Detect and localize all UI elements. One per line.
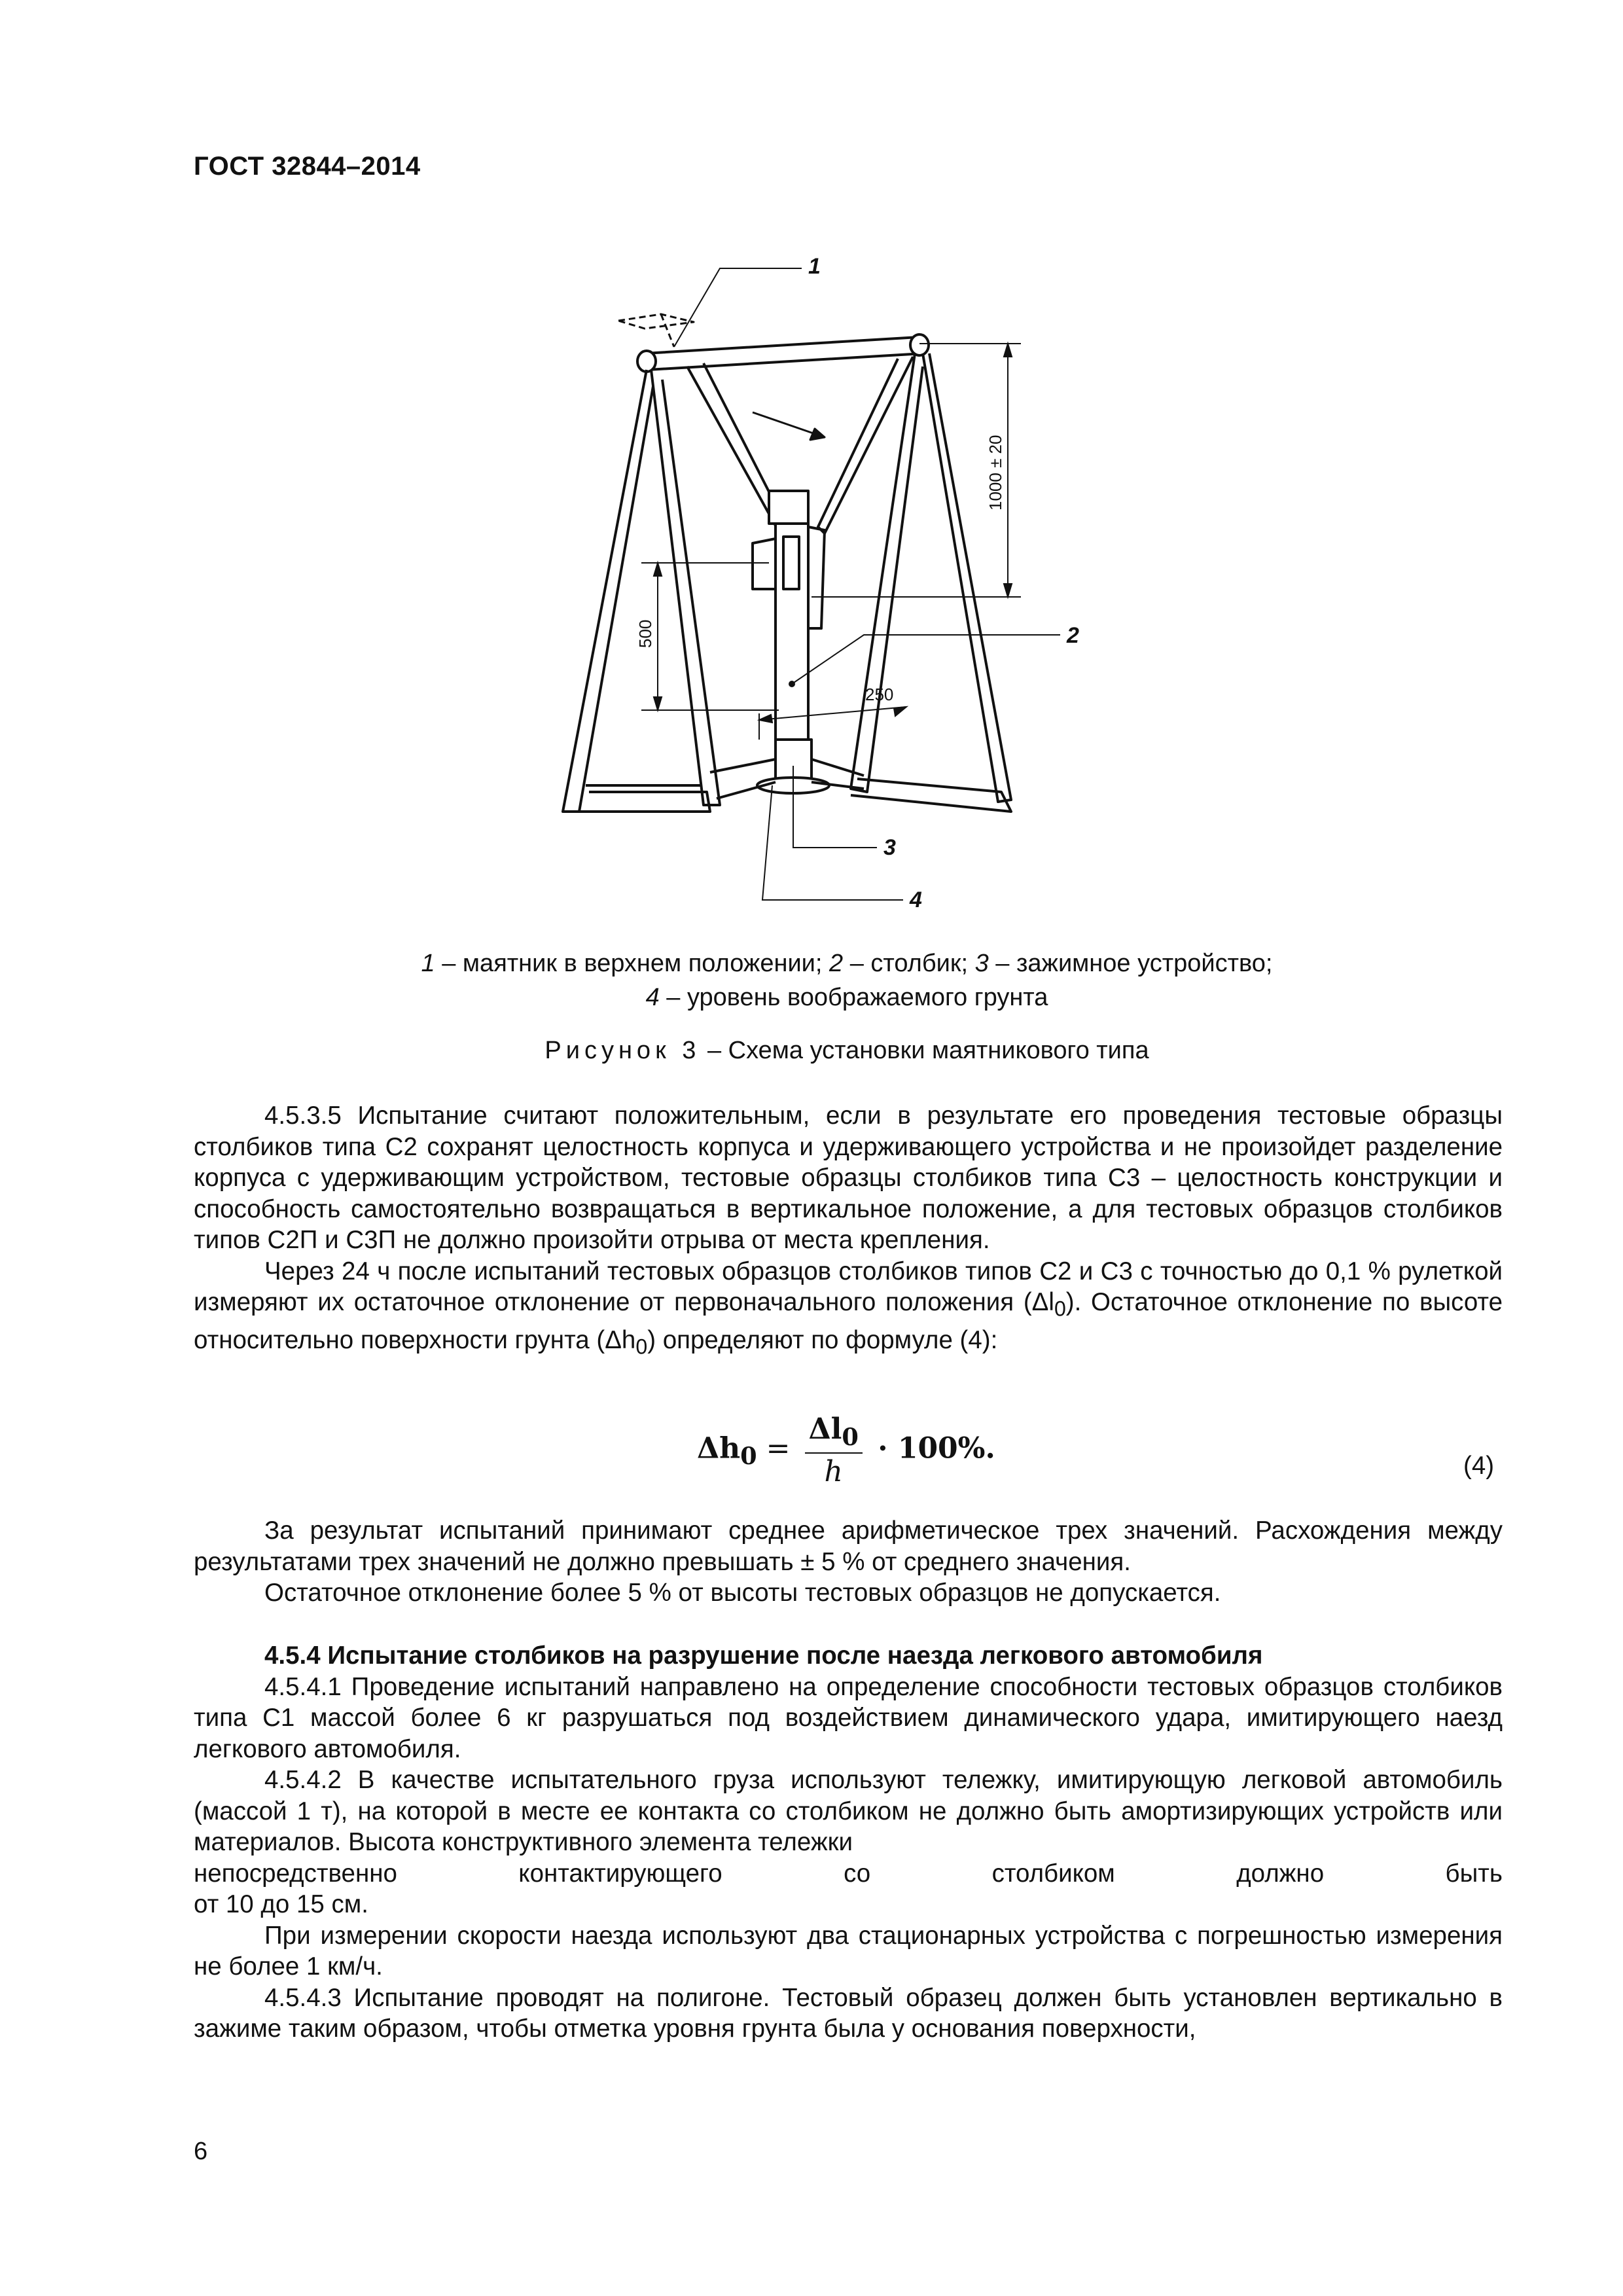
left-a-frame [563, 370, 720, 812]
formula-4 [697, 1412, 995, 1491]
caption-dash: – [700, 1037, 728, 1064]
callout-leader-4 [762, 785, 903, 900]
post [769, 491, 808, 746]
formula-fraction [805, 1412, 863, 1488]
legend-text-3: – зажимное устройство; [988, 950, 1273, 977]
motion-arrow [753, 412, 825, 440]
row-word: должно [1236, 1859, 1325, 1888]
formula-eq: = [757, 1431, 800, 1465]
paragraph-text: ). Остаточное отклонение по высоте относительно поверхности грунта (Δh [194, 1288, 1503, 1355]
legend-num-3: 3 [974, 950, 989, 977]
paragraph: 4.5.4.2 В качестве испытательного груза используют тележку, имитирующую легковой автомобиль (массой 1 т), на которой в месте ее контакта со столбиком не должно быть амортизирующих устройств или материалов. Высота конструктивного элемента тележки [194, 1766, 1503, 1856]
paragraph-text: ) определяют по формуле (4): [647, 1326, 998, 1355]
section-4-5-4 [194, 1640, 1503, 2045]
results-paragraphs [194, 1515, 1503, 1609]
caption-text: Схема установки маятникового типа [728, 1037, 1149, 1064]
pendulum-upper-position [618, 314, 694, 347]
callout-label-2: 2 [1067, 623, 1079, 648]
legend-text-2: – столбик; [843, 950, 975, 977]
legend-line-2 [194, 980, 1500, 1014]
formula-denominator: h [824, 1454, 843, 1488]
subscript: 0 [635, 1335, 648, 1359]
legend-line-1 [194, 946, 1500, 980]
row-word: непосредственно [194, 1859, 397, 1888]
dimension-label-total: 1000 ± 20 [986, 435, 1005, 511]
figure-legend [194, 946, 1500, 1014]
legend-num-4: 4 [645, 984, 660, 1011]
caption-label: Рисунок 3 [544, 1037, 701, 1064]
justified-row [194, 1858, 1503, 1890]
legend-text-1: – маятник в верхнем положении; [435, 950, 830, 977]
paragraph: При измерении скорости наезда используют два стационарных устройства с погрешностью измерения не более 1 км/ч. [194, 1921, 1503, 1981]
pendulum-installation-figure [556, 249, 1119, 942]
dimension-label-offset: 250 [865, 685, 894, 704]
paragraph: 4.5.4.3 Испытание проводят на полигоне. Тестовый образец должен быть установлен вертикально в зажиме таким образом, чтобы отметка уровня грунта была у основания поверхности, [194, 1983, 1503, 2043]
formula-rhs: · 100%. [867, 1431, 995, 1465]
callout-label-1: 1 [808, 254, 821, 279]
dimension-label-post: 500 [635, 619, 655, 648]
paragraph: Остаточное отклонение более 5 % от высоты тестовых образцов не допускается. [264, 1579, 1221, 1607]
clamp-base [710, 740, 864, 798]
formula-num-text: Δl [808, 1412, 842, 1446]
formula-numerator [805, 1412, 863, 1454]
row-word: быть [1445, 1859, 1503, 1888]
legend-num-1: 1 [421, 950, 435, 977]
callout-leader-1 [674, 268, 802, 347]
formula-lhs-sub: 0 [740, 1442, 757, 1471]
row-word: столбиком [991, 1859, 1115, 1888]
row-word: контактирующего [518, 1859, 722, 1888]
callout-label-3: 3 [883, 835, 896, 860]
legend-num-2: 2 [829, 950, 844, 977]
section-heading: 4.5.4 Испытание столбиков на разрушение после наезда легкового автомобиля [264, 1641, 1263, 1670]
figure-caption [194, 1037, 1500, 1065]
formula-lhs: Δh [697, 1431, 741, 1465]
section-4-5-3-5 [194, 1100, 1503, 1363]
callout-label-4: 4 [910, 888, 922, 912]
paragraph: 4.5.4.1 Проведение испытаний направлено на определение способности тестовых образцов столбиков типа С1 массой более 6 кг разрушаться под воздействием динамического удара, имитирующего наезд легкового автомобиля. [194, 1672, 1503, 1763]
paragraph: За результат испытаний принимают среднее арифметическое трех значений. Расхождения между результатами трех значений не должно превышать ± 5 % от среднего значения. [194, 1516, 1503, 1576]
formula-number: (4) [1463, 1452, 1495, 1480]
paragraph: 4.5.3.5 Испытание считают положительным, если в результате его проведения тестовые образцы столбиков типа С2 сохранят целостность корпуса и удерживающего устройства и не произойдет разделение корпуса с удерживающим устройством, тестовые образцы столбиков типа С3 – целостность конструкции и способность самостоятельно возвращаться в вертикальное положение, а для тестовых образцов столбиков типов С2П и С3П не должно произойти отрыва от места крепления. [194, 1102, 1503, 1254]
right-a-frame [851, 353, 1011, 812]
subscript: 0 [1054, 1297, 1066, 1321]
paragraph: от 10 до 15 см. [194, 1890, 368, 1918]
legend-text-4: – уровень воображаемого грунта [659, 984, 1048, 1011]
paragraph [194, 1256, 1503, 1363]
callout-leader-2 [792, 635, 1060, 684]
document-header: ГОСТ 32844–2014 [194, 152, 421, 181]
top-crossbar [637, 334, 929, 372]
row-word: со [844, 1859, 871, 1888]
formula-num-sub: 0 [842, 1422, 859, 1451]
paragraph-text: Через 24 ч после испытаний тестовых образцов столбиков типов С2 и С3 с точностью до 0,1 % рулеткой измеряют их остаточное отклонение от первоначального положения (Δl [194, 1257, 1503, 1316]
page-number: 6 [194, 2138, 208, 2165]
